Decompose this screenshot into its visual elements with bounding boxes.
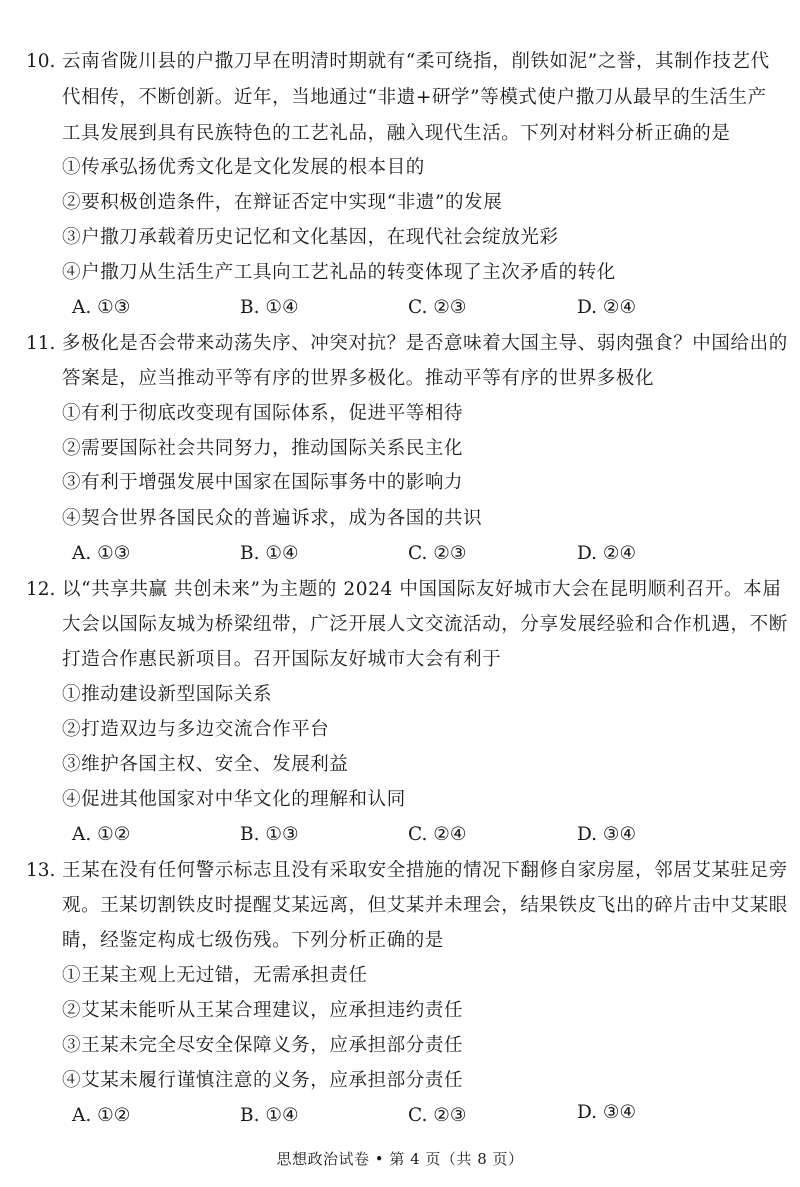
stem-line: 观。王某切割铁皮时提醒艾某远离，但艾某并未理会，结果铁皮飞出的碎片击中艾某眼 (62, 895, 788, 916)
item-4: ④契合世界各国民众的普遍诉求，成为各国的共识 (62, 508, 483, 529)
choice-c[interactable]: C. ②③ (408, 1105, 467, 1126)
choice-b[interactable]: B. ①④ (240, 297, 299, 318)
choice-d[interactable]: D. ②④ (577, 543, 637, 564)
stem-line: 以“共享共赢 共创未来”为主题的 2024 中国国际友好城市大会在昆明顺利召开。本届 (62, 579, 782, 600)
item-1: ①有利于彻底改变现有国际体系，促进平等相待 (62, 403, 464, 424)
item-4: ④促进其他国家对中华文化的理解和认同 (62, 789, 406, 810)
item-3: ③王某未完全尽安全保障义务，应承担部分责任 (62, 1035, 464, 1056)
stem-line: 工具发展到具有民族特色的工艺礼品，融入现代生活。下列对材料分析正确的是 (62, 123, 731, 144)
choice-b[interactable]: B. ①④ (240, 1105, 299, 1126)
choice-c[interactable]: C. ②③ (408, 543, 467, 564)
choice-c[interactable]: C. ②④ (408, 824, 467, 845)
choice-d[interactable]: D. ③④ (577, 1102, 637, 1123)
question-number: 11. (26, 333, 56, 354)
question-number: 10. (26, 51, 56, 72)
stem-line: 睛，经鉴定构成七级伤残。下列分析正确的是 (62, 930, 445, 951)
item-1: ①王某主观上无过错，无需承担责任 (62, 965, 368, 986)
choice-a[interactable]: A. ①③ (72, 297, 131, 318)
stem-line: 多极化是否会带来动荡失序、冲突对抗？是否意味着大国主导、弱肉强食？中国给出的 (62, 333, 788, 354)
choice-b[interactable]: B. ①④ (240, 543, 299, 564)
item-2: ②打造双边与多边交流合作平台 (62, 719, 330, 740)
choice-a[interactable]: A. ①② (72, 1105, 131, 1126)
stem-line: 王某在没有任何警示标志且没有采取安全措施的情况下翻修自家房屋，邻居艾某驻足旁 (62, 860, 788, 881)
question-number: 12. (26, 579, 56, 600)
stem-line: 代相传，不断创新。近年，当地通过“非遗+研学”等模式使户撒刀从最早的生活生产 (62, 87, 767, 108)
stem-line: 云南省陇川县的户撒刀早在明清时期就有“柔可绕指，削铁如泥”之誉，其制作技艺代 (62, 51, 770, 72)
item-3: ③有利于增强发展中国家在国际事务中的影响力 (62, 472, 464, 493)
item-3: ③户撒刀承载着历史记忆和文化基因，在现代社会绽放光彩 (62, 227, 559, 248)
stem-line: 答案是，应当推动平等有序的世界多极化。推动平等有序的世界多极化 (62, 368, 655, 389)
choice-b[interactable]: B. ①③ (240, 824, 299, 845)
question-number: 13. (26, 860, 56, 881)
stem-line: 大会以国际友城为桥梁纽带，广泛开展人文交流活动，分享发展经验和合作机遇，不断 (62, 614, 788, 635)
item-1: ①推动建设新型国际关系 (62, 684, 273, 705)
item-2: ②艾某未能听从王某合理建议，应承担违约责任 (62, 1000, 464, 1021)
stem-line: 打造合作惠民新项目。召开国际友好城市大会有利于 (62, 649, 502, 670)
page-footer: 思想政治试卷 • 第 4 页（共 8 页） (276, 1150, 524, 1168)
choice-a[interactable]: A. ①② (72, 824, 131, 845)
item-2: ②要积极创造条件，在辩证否定中实现“非遗”的发展 (62, 192, 503, 213)
choice-a[interactable]: A. ①③ (72, 543, 131, 564)
choice-d[interactable]: D. ③④ (577, 824, 637, 845)
item-4: ④户撒刀从生活生产工具向工艺礼品的转变体现了主次矛盾的转化 (62, 262, 616, 283)
item-3: ③维护各国主权、安全、发展利益 (62, 754, 349, 775)
item-2: ②需要国际社会共同努力，推动国际关系民主化 (62, 438, 464, 459)
item-1: ①传承弘扬优秀文化是文化发展的根本目的 (62, 157, 425, 178)
item-4: ④艾某未履行谨慎注意的义务，应承担部分责任 (62, 1070, 464, 1091)
choice-c[interactable]: C. ②③ (408, 297, 467, 318)
choice-d[interactable]: D. ②④ (577, 297, 637, 318)
